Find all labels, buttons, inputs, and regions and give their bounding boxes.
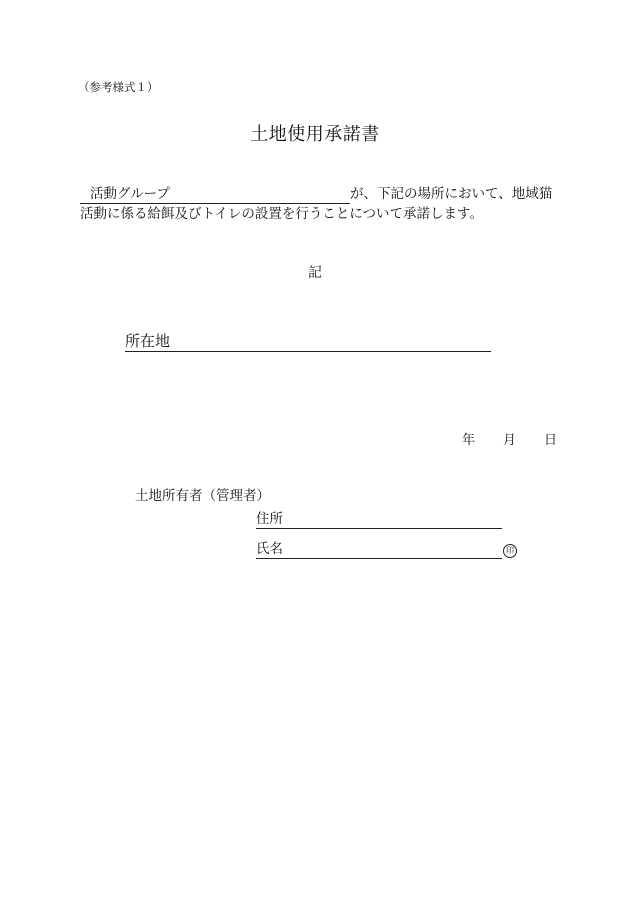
consent-line-1-suffix: が、下記の場所において、地域猫 <box>350 186 553 202</box>
ki-heading: 記 <box>308 265 322 281</box>
year-label: 年 <box>462 433 476 448</box>
seal-icon: 印 <box>503 544 517 558</box>
address-field[interactable] <box>256 511 502 529</box>
name-field[interactable] <box>256 541 502 559</box>
location-label: 所在地 <box>125 332 171 350</box>
name-label: 氏名 <box>256 541 283 557</box>
document-title: 土地使用承諾書 <box>250 124 380 145</box>
consent-text-line-2: 活動に係る給餌及びトイレの設置を行うことについて承諾します。 <box>80 206 483 222</box>
address-label: 住所 <box>256 511 283 527</box>
location-field[interactable] <box>125 332 491 352</box>
consent-text-line-1 <box>80 182 552 204</box>
day-label: 日 <box>544 433 558 448</box>
reference-form-label: （参考様式１） <box>78 80 159 94</box>
location-row <box>125 332 491 352</box>
owner-label: 土地所有者（管理者） <box>135 488 270 504</box>
month-label: 月 <box>503 433 517 448</box>
group-name-field[interactable]: 活動グループ <box>80 186 350 204</box>
date-row <box>462 429 557 448</box>
address-row <box>256 511 502 529</box>
name-row <box>256 541 517 559</box>
